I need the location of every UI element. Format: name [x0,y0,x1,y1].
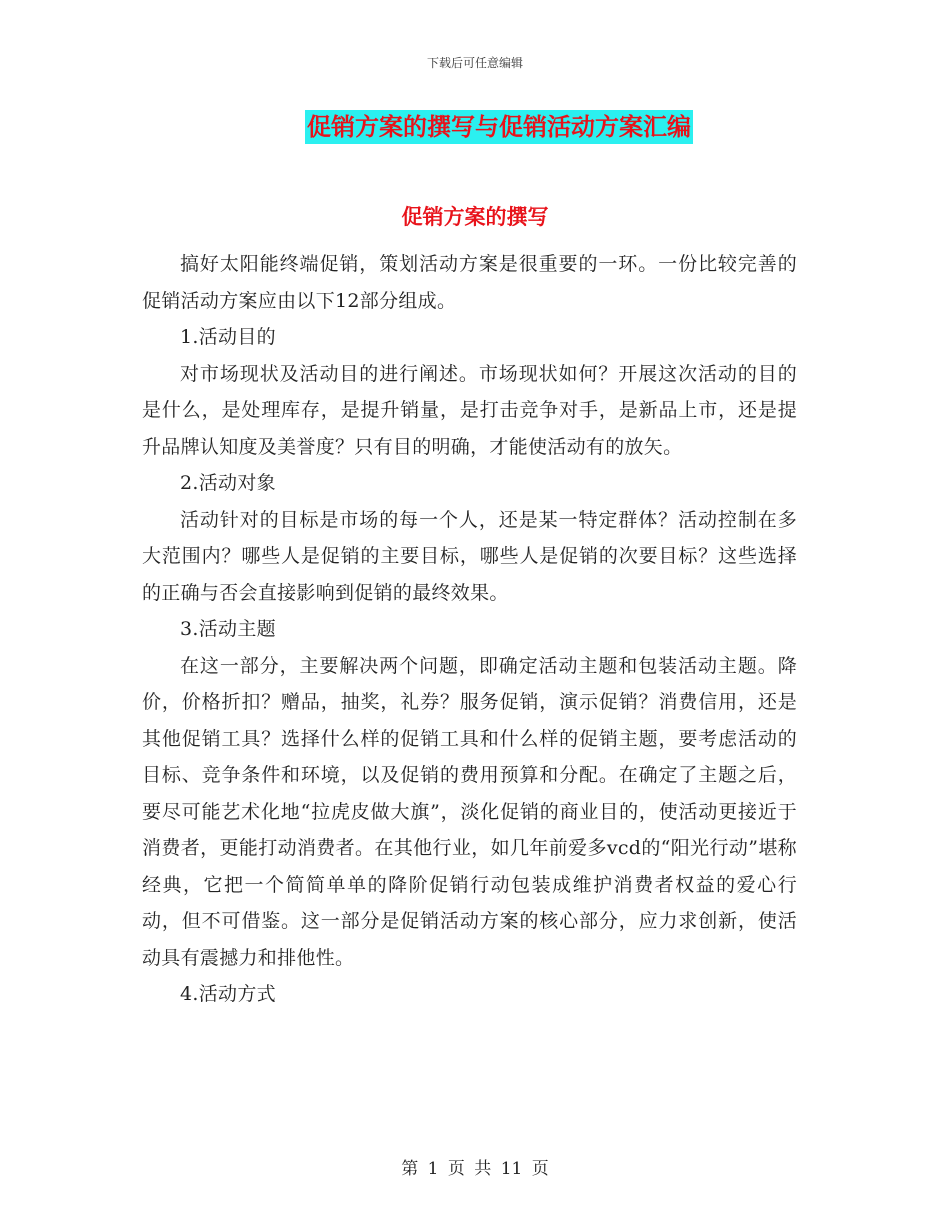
header-note: 下载后可任意编辑 [426,56,523,70]
paragraph-activity-theme: 在这一部分，主要解决两个问题，即确定活动主题和包装活动主题。降价，价格折扣？赠品，抽奖，礼券？服务促销，演示促销？消费信用，还是其他促销工具？选择什么样的促销工具和什么样的促销主题，要考虑活动的目标、竞争条件和环境，以及促销的费用预算和分配。在确定了主题之后，要尽可能艺术化地“拉虎皮做大旗”，淡化促销的商业目的，使活动更接近于消费者，更能打动消费者。在其他行业，如几年前爱多vcd的“阳光行动”堪称经典，它把一个简简单单的降阶促销行动包装成维护消费者权益的爱心行动，但不可借鉴。这一部分是促销活动方案的核心部分，应力求创新，使活动具有震撼力和排他性。 [142,654,797,969]
paragraph-intro: 搞好太阳能终端促销，策划活动方案是很重要的一环。一份比较完善的促销活动方案应由以下12部分组成。 [142,253,797,312]
page-number-footer: 第 1 页 共 11 页 [401,1159,549,1179]
main-title-container [0,110,950,144]
heading-activity-target: 2.活动对象 [180,472,276,494]
paragraph-activity-target: 活动针对的目标是市场的每一个人，还是某一特定群体？活动控制在多大范围内？哪些人是促销的主要目标，哪些人是促销的次要目标？这些选择的正确与否会直接影响到促销的最终效果。 [142,508,797,604]
heading-activity-theme: 3.活动主题 [180,618,276,640]
document-body [142,246,797,1013]
heading-activity-purpose: 1.活动目的 [180,326,276,348]
main-title: 促销方案的撰写与促销活动方案汇编 [305,110,693,144]
paragraph-activity-purpose: 对市场现状及活动目的进行阐述。市场现状如何？开展这次活动的目的是什么，是处理库存，是提升销量，是打击竞争对手，是新品上市，还是提升品牌认知度及美誉度？只有目的明确，才能使活动有的放矢。 [142,362,797,458]
section-title: 促销方案的撰写 [401,205,549,229]
heading-activity-method: 4.活动方式 [180,983,276,1005]
